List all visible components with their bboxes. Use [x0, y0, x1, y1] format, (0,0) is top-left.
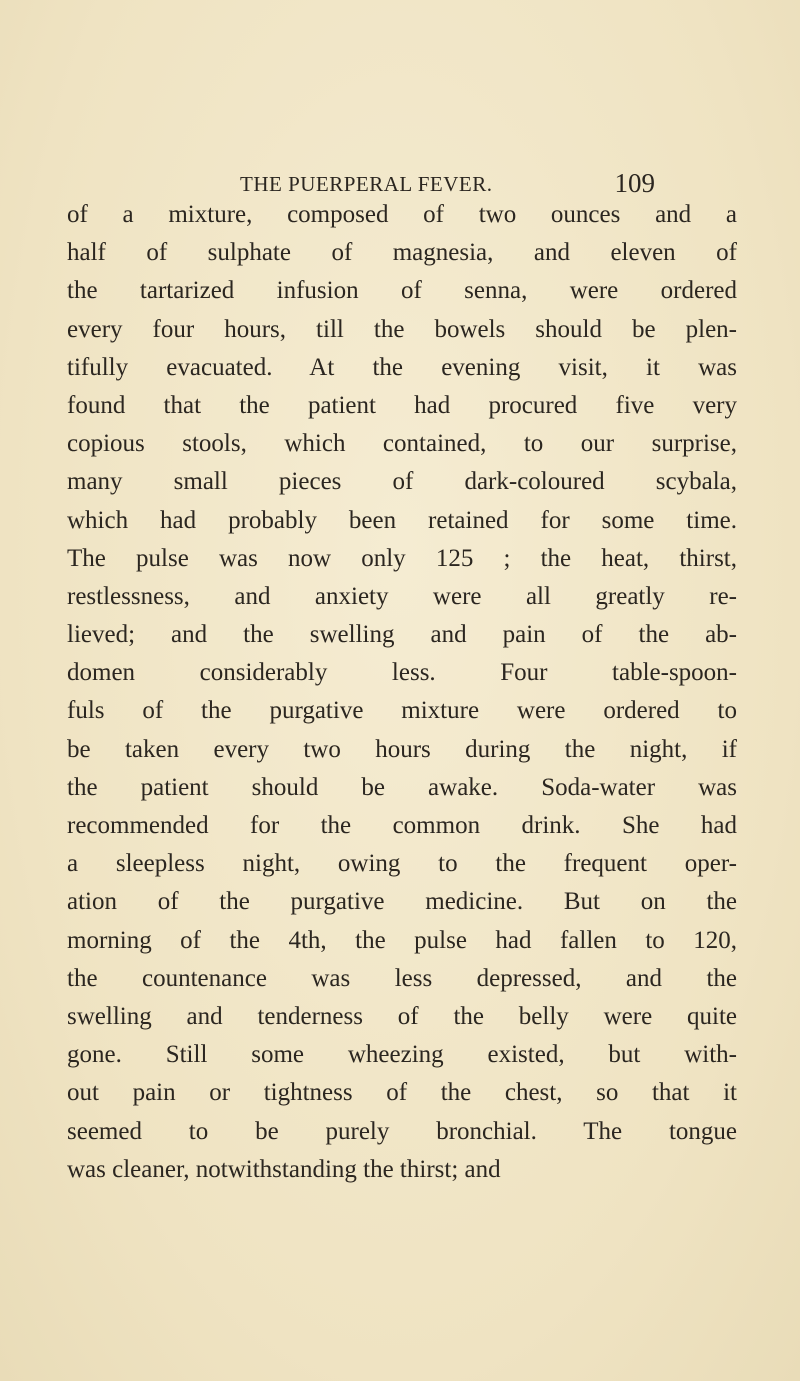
text-line: every four hours, till the bowels should be plen-	[67, 315, 737, 343]
page-number: 109	[614, 168, 655, 198]
text-line: half of sulphate of magnesia, and eleven of	[67, 239, 737, 267]
text-line: morning of the 4th, the pulse had fallen to 120,	[67, 926, 737, 954]
body-text	[67, 196, 737, 1189]
text-line: a sleepless night, owing to the frequent oper-	[67, 850, 737, 878]
text-line: The pulse was now only 125 ; the heat, thirst,	[67, 544, 737, 572]
text-line: out pain or tightness of the chest, so that it	[67, 1079, 737, 1107]
text-line: found that the patient had procured five very	[67, 391, 737, 419]
text-line: be taken every two hours during the night, if	[67, 735, 737, 763]
text-line: seemed to be purely bronchial. The tongue	[67, 1117, 737, 1145]
text-line: domen considerably less. Four table-spoon-	[67, 659, 737, 687]
text-line: fuls of the purgative mixture were ordered to	[67, 697, 737, 725]
text-line: of a mixture, composed of two ounces and a	[67, 201, 737, 228]
text-line: the countenance was less depressed, and the	[67, 964, 737, 992]
text-line: which had probably been retained for some time.	[67, 506, 737, 534]
text-line: restlessness, and anxiety were all greatly re-	[67, 582, 737, 610]
text-line: lieved; and the swelling and pain of the ab-	[67, 621, 737, 649]
text-line: was cleaner, notwithstanding the thirst; and	[67, 1155, 501, 1183]
text-line: ation of the purgative medicine. But on the	[67, 888, 737, 916]
text-line: tifully evacuated. At the evening visit, it was	[67, 353, 737, 381]
text-line: swelling and tenderness of the belly were quite	[67, 1002, 737, 1030]
text-line: the patient should be awake. Soda-water was	[67, 773, 737, 801]
text-line: gone. Still some wheezing existed, but with-	[67, 1041, 737, 1069]
running-head: THE PUERPERAL FEVER.	[240, 172, 493, 196]
text-line: the tartarized infusion of senna, were ordered	[67, 277, 737, 305]
text-line: copious stools, which contained, to our surprise,	[67, 430, 737, 458]
text-line: many small pieces of dark-coloured scybala,	[67, 468, 737, 496]
text-line: recommended for the common drink. She had	[67, 812, 737, 839]
